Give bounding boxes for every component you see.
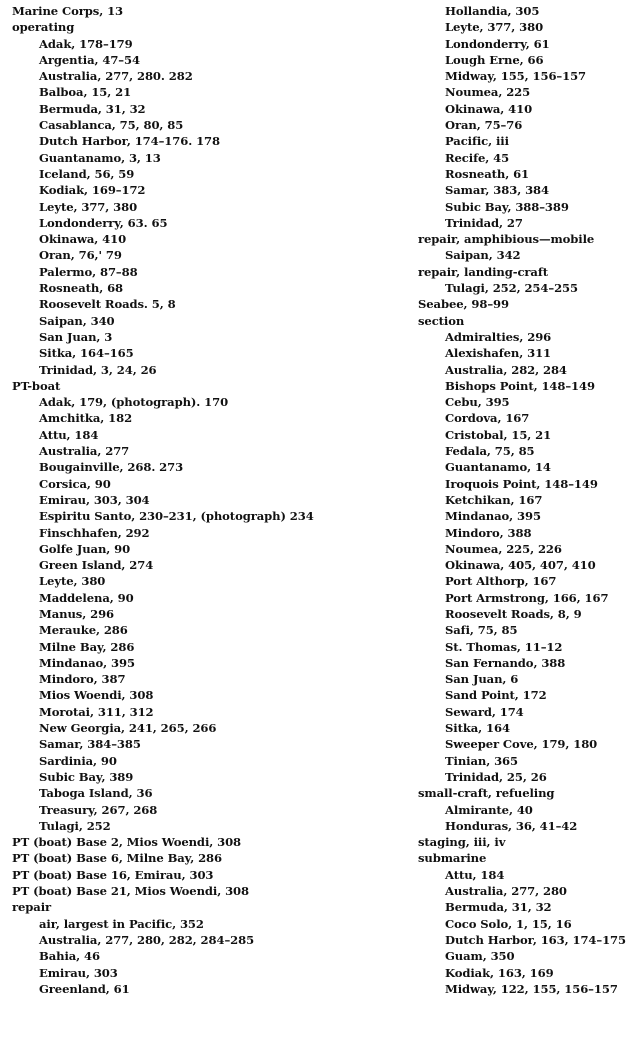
index-entry: Okinawa, 405, 407, 410 <box>445 558 596 573</box>
index-entry: Kodiak, 169–172 <box>39 183 146 198</box>
index-entry: Fedala, 75, 85 <box>445 444 535 459</box>
index-entry: Noumea, 225 <box>445 85 531 100</box>
index-entry: Coco Solo, 1, 15, 16 <box>445 916 572 931</box>
index-entry: Ketchikan, 167 <box>445 492 543 507</box>
index-entry: Alexishafen, 311 <box>445 346 552 361</box>
index-entry: Casablanca, 75, 80, 85 <box>39 118 184 133</box>
index-entry: Leyte, 377, 380 <box>445 20 544 35</box>
index-entry: Admiralties, 296 <box>445 329 552 344</box>
index-entry: Argentia, 47–54 <box>39 52 140 67</box>
index-entry: Leyte, 377, 380 <box>39 199 138 214</box>
index-entry: Lough Erne, 66 <box>445 52 544 67</box>
index-entry: St. Thomas, 11–12 <box>445 639 563 654</box>
index-entry: air, largest in Pacific, 352 <box>39 916 204 931</box>
index-entry: Mindoro, 388 <box>445 525 532 540</box>
index-entry: Bermuda, 31, 32 <box>445 900 552 915</box>
index-entry: Saipan, 340 <box>39 313 115 328</box>
index-entry: Roosevelt Roads. 5, 8 <box>39 297 176 312</box>
index-entry: San Fernando, 388 <box>445 655 566 670</box>
index-heading: PT (boat) Base 16, Emirau, 303 <box>12 867 214 882</box>
index-entry: Okinawa, 410 <box>445 101 533 116</box>
index-entry: Attu, 184 <box>445 867 505 882</box>
index-heading: operating <box>12 20 75 35</box>
index-entry: Balboa, 15, 21 <box>39 85 132 100</box>
index-entry: Kodiak, 163, 169 <box>445 965 554 980</box>
index-entry: Espiritu Santo, 230–231, (photograph) 234 <box>39 509 314 524</box>
index-entry: Guantanamo, 14 <box>445 460 551 475</box>
index-entry: Rosneath, 68 <box>39 281 124 296</box>
index-entry: Trinidad, 27 <box>445 215 523 230</box>
index-entry: Londonderry, 61 <box>445 36 550 51</box>
index-entry: Hollandia, 305 <box>445 4 540 18</box>
index-entry: Amchitka, 182 <box>39 411 133 426</box>
index-entry: Sardinia, 90 <box>39 753 117 768</box>
index-entry: Sweeper Cove, 179, 180 <box>445 737 598 752</box>
index-entry: Port Armstrong, 166, 167 <box>445 590 609 605</box>
index-entry: Midway, 122, 155, 156–157 <box>445 981 618 996</box>
index-entry: Leyte, 380 <box>39 574 106 589</box>
index-entry: Recife, 45 <box>445 150 510 165</box>
index-entry: Cebu, 395 <box>445 395 510 410</box>
index-entry: Treasury, 267, 268 <box>39 802 158 817</box>
index-entry: Safi, 75, 85 <box>445 623 518 638</box>
index-entry: Oran, 75–76 <box>445 118 523 133</box>
index-entry: San Juan, 6 <box>445 672 519 687</box>
index-entry: Dutch Harbor, 174–176. 178 <box>39 134 220 149</box>
index-heading: Marine Corps, 13 <box>12 4 124 18</box>
index-entry: Iceland, 56, 59 <box>39 166 135 181</box>
index-entry: Trinidad, 25, 26 <box>445 769 547 784</box>
index-entry: Emirau, 303, 304 <box>39 492 150 507</box>
index-entry: Taboga Island, 36 <box>39 786 153 801</box>
index-entry: Dutch Harbor, 163, 174–175 <box>445 932 626 947</box>
index-entry: Emirau, 303 <box>39 965 118 980</box>
index-entry: Subic Bay, 389 <box>39 769 134 784</box>
index-heading: PT (boat) Base 2, Mios Woendi, 308 <box>12 835 242 850</box>
index-entry: Saipan, 342 <box>445 248 521 263</box>
index-entry: Morotai, 311, 312 <box>39 704 154 719</box>
index-heading: PT (boat) Base 21, Mios Woendi, 308 <box>12 884 249 899</box>
index-entry: Samar, 384–385 <box>39 737 141 752</box>
index-entry: Palermo, 87–88 <box>39 264 138 279</box>
index-heading: PT (boat) Base 6, Milne Bay, 286 <box>12 851 222 866</box>
index-entry: Greenland, 61 <box>39 981 130 996</box>
index-entry: Pacific, iii <box>445 134 509 149</box>
index-entry: Oran, 76,' 79 <box>39 248 122 263</box>
index-entry: Adak, 179, (photograph). 170 <box>39 395 229 410</box>
index-entry: Mindoro, 387 <box>39 672 126 687</box>
index-entry: Honduras, 36, 41–42 <box>445 818 578 833</box>
index-entry: Guam, 350 <box>445 949 515 964</box>
index-entry: Mindanao, 395 <box>445 509 541 524</box>
index-entry: Bermuda, 31, 32 <box>39 101 146 116</box>
index-entry: Golfe Juan, 90 <box>39 541 131 556</box>
index-entry: Bougainville, 268. 273 <box>39 460 184 475</box>
index-entry: Bahia, 46 <box>39 949 100 964</box>
index-entry: Australia, 277, 280. 282 <box>39 69 193 84</box>
index-entry: Finschhafen, 292 <box>39 525 150 540</box>
index-heading: small-craft, refueling <box>418 786 555 801</box>
index-entry: Noumea, 225, 226 <box>445 541 562 556</box>
index-entry: Iroquois Point, 148–149 <box>445 476 598 491</box>
index-heading: Seabee, 98–99 <box>418 297 509 312</box>
index-heading: repair <box>12 900 52 915</box>
index-heading: repair, amphibious—mobile <box>418 232 595 247</box>
index-entry: Sitka, 164 <box>445 721 510 736</box>
index-entry: Subic Bay, 388–389 <box>445 199 569 214</box>
index-entry: Midway, 155, 156–157 <box>445 69 587 84</box>
index-entry: Port Althorp, 167 <box>445 574 557 589</box>
index-entry: Adak, 178–179 <box>39 36 133 51</box>
index-entry: Green Island, 274 <box>39 558 154 573</box>
index-entry: Australia, 277, 280 <box>445 884 567 899</box>
index-entry: Almirante, 40 <box>445 802 533 817</box>
index-heading: submarine <box>418 851 487 866</box>
index-entry: Okinawa, 410 <box>39 232 127 247</box>
index-entry: Maddelena, 90 <box>39 590 134 605</box>
index-entry: Roosevelt Roads, 8, 9 <box>445 606 582 621</box>
index-entry: Guantanamo, 3, 13 <box>39 150 161 165</box>
index-entry: Australia, 277, 280, 282, 284–285 <box>39 932 255 947</box>
index-entry: Sitka, 164–165 <box>39 346 134 361</box>
index-heading: PT-boat <box>12 378 61 393</box>
index-heading: repair, landing-craft <box>418 264 548 279</box>
index-entry: Samar, 383, 384 <box>445 183 549 198</box>
index-entry: San Juan, 3 <box>39 329 113 344</box>
index-heading: staging, iii, iv <box>418 835 506 850</box>
index-entry: Mios Woendi, 308 <box>39 688 154 703</box>
index-entry: Corsica, 90 <box>39 476 111 491</box>
index-entry: Merauke, 286 <box>39 623 128 638</box>
index-entry: Tulagi, 252, 254–255 <box>445 281 578 296</box>
index-entry: Australia, 282, 284 <box>445 362 567 377</box>
index-entry: Rosneath, 61 <box>445 166 530 181</box>
index-entry: Tulagi, 252 <box>39 818 111 833</box>
index-entry: Londonderry, 63. 65 <box>39 215 168 230</box>
index-entry: Trinidad, 3, 24, 26 <box>39 362 157 377</box>
index-entry: Manus, 296 <box>39 606 115 621</box>
index-entry: Bishops Point, 148–149 <box>445 378 595 393</box>
index-column-right <box>418 3 633 997</box>
index-entry: Cordova, 167 <box>445 411 530 426</box>
index-entry: Australia, 277 <box>39 444 130 459</box>
index-entry: Sand Point, 172 <box>445 688 547 703</box>
index-entry: Milne Bay, 286 <box>39 639 135 654</box>
index-entry: Cristobal, 15, 21 <box>445 427 552 442</box>
index-heading: section <box>418 313 465 328</box>
index-entry: Tinian, 365 <box>445 753 518 768</box>
index-entry: Attu, 184 <box>39 427 99 442</box>
index-column-left <box>12 3 407 997</box>
index-entry: Mindanao, 395 <box>39 655 135 670</box>
index-entry: New Georgia, 241, 265, 266 <box>39 721 217 736</box>
index-entry: Seward, 174 <box>445 704 524 719</box>
